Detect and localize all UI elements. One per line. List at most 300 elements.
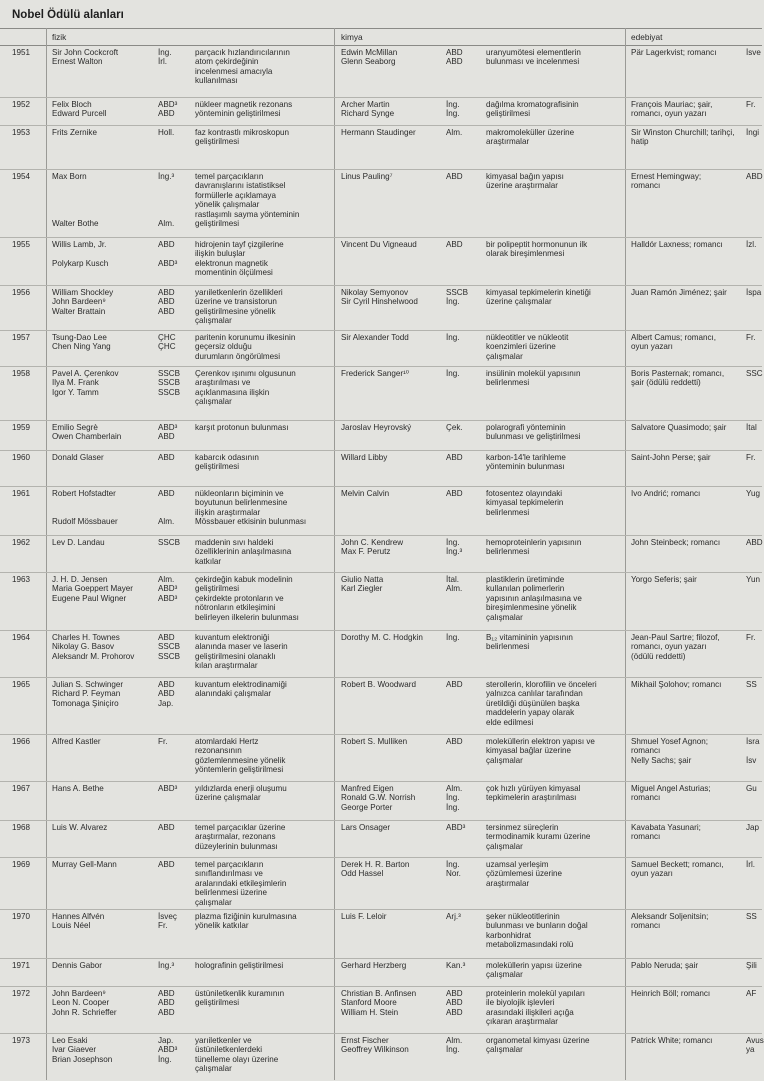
- year-cell: [12, 575, 30, 584]
- cell-line: oyun yazarı: [631, 342, 673, 352]
- cell-line: çekirdeğin kabuk modelinin: [195, 575, 293, 584]
- cell-line: ÇHC: [158, 342, 176, 352]
- cell-line: insülinin molekül yapısının: [486, 369, 581, 378]
- physics-work: [195, 128, 289, 147]
- cell-line: açıklanmasına ilişkin: [195, 387, 270, 397]
- cell-line: durumların öngörülmesi: [195, 351, 281, 361]
- cell-line: Christian B. Anfinsen: [341, 989, 417, 998]
- chemistry-names: [341, 912, 386, 921]
- chemistry-countries: [446, 860, 461, 879]
- literature-countries: [746, 172, 763, 181]
- chemistry-names: [341, 453, 387, 462]
- chemistry-countries: [446, 989, 463, 1017]
- cell-line: [158, 210, 174, 219]
- physics-work: [195, 172, 299, 228]
- cell-line: SSCB: [158, 378, 181, 388]
- chemistry-countries: [446, 912, 461, 921]
- physics-work: [195, 489, 306, 527]
- cell-line: Polykarp Kusch: [52, 258, 109, 268]
- chemistry-countries: [446, 961, 465, 970]
- year-cell: [12, 369, 30, 378]
- cell-line: Jean-Paul Sartre; filozof,: [631, 633, 720, 642]
- cell-line: Stanford Moore: [341, 998, 397, 1008]
- cell-line: Fr.: [746, 453, 756, 462]
- cell-line: [158, 508, 175, 517]
- cell-line: Alm.: [446, 584, 463, 594]
- cell-line: üretildiği düşünülen başka: [486, 698, 580, 708]
- cell-line: İngi: [746, 128, 760, 137]
- chemistry-countries: [446, 538, 462, 557]
- cell-line: üzerine çalışmalar: [486, 297, 552, 307]
- cell-line: Fr.: [158, 921, 168, 931]
- cell-line: İtal.: [446, 575, 460, 584]
- cell-line: kimyasal bağlar üzerine: [486, 746, 572, 756]
- cell-line: Felix Bloch: [52, 100, 92, 109]
- cell-line: ABD³: [158, 593, 178, 603]
- cell-line: 1960: [12, 453, 31, 462]
- cell-line: Nor.: [446, 869, 461, 879]
- literature-countries: [746, 333, 755, 342]
- cell-line: ABD: [746, 172, 763, 181]
- physics-names: [52, 48, 118, 67]
- cell-line: SS: [746, 680, 757, 689]
- cell-line: çalışmalar: [486, 1045, 523, 1055]
- cell-line: Pär Lagerkvist; romancı: [631, 48, 717, 57]
- literature-names: [631, 489, 700, 498]
- table-row: [0, 820, 762, 857]
- cell-line: ABD: [446, 48, 463, 57]
- cell-line: kuvantum elektroniği: [195, 633, 270, 642]
- cell-line: temel parçacıklar üzerine: [195, 823, 286, 832]
- chemistry-names: [341, 333, 409, 342]
- cell-line: [52, 249, 108, 258]
- physics-countries: [158, 737, 167, 746]
- chemistry-names: [341, 489, 389, 498]
- cell-line: Jaroslav Heyrovský: [341, 423, 412, 432]
- chemistry-names: [341, 823, 390, 832]
- cell-line: Julian S. Schwinger: [52, 680, 124, 689]
- table-row: [0, 169, 762, 236]
- table-row: [0, 781, 762, 820]
- cell-line: polarografi yönteminin: [486, 423, 566, 432]
- table-row: [0, 330, 762, 366]
- cell-line: ABD: [158, 860, 175, 869]
- table-row: [0, 237, 762, 284]
- physics-countries: [158, 172, 174, 228]
- cell-line: dağılma kromatografisinin: [486, 100, 579, 109]
- cell-line: Frits Zernike: [52, 128, 97, 137]
- chemistry-countries: [446, 100, 460, 119]
- cell-line: Max Born: [52, 172, 87, 181]
- cell-line: yönteminin geliştirilmesi: [195, 109, 281, 119]
- physics-countries: [158, 100, 177, 119]
- cell-line: AF: [746, 989, 757, 998]
- cell-line: geliştirilmesi: [195, 137, 240, 147]
- cell-line: John Bardeen⁹: [52, 297, 106, 307]
- cell-line: Pablo Neruda; şair: [631, 961, 699, 970]
- cell-line: Nikolay G. Basov: [52, 642, 115, 652]
- cell-line: Edwin McMillan: [341, 48, 398, 57]
- physics-names: [52, 453, 104, 462]
- cell-line: Arj.³: [446, 912, 461, 921]
- cell-line: 1955: [12, 240, 31, 249]
- cell-line: Leon N. Cooper: [52, 998, 110, 1008]
- cell-line: [52, 508, 118, 517]
- cell-line: Pavel A. Çerenkov: [52, 369, 119, 378]
- physics-work: [195, 680, 287, 699]
- cell-line: üstüniletkenlik kuramının: [195, 989, 285, 998]
- physics-countries: [158, 823, 175, 832]
- cell-line: Richard P. Feyman: [52, 689, 121, 699]
- cell-line: metabolizmasındaki rolü: [486, 940, 574, 950]
- cell-line: İspa: [746, 288, 762, 297]
- cell-line: hidrojenin tayf çizgilerine: [195, 240, 284, 249]
- cell-line: yönelik katkılar: [195, 921, 249, 931]
- cell-line: İng.: [446, 633, 460, 642]
- cell-line: Murray Gell-Mann: [52, 860, 117, 869]
- cell-line: Hannes Alfvén: [52, 912, 105, 921]
- cell-line: SSCB: [158, 538, 181, 547]
- literature-names: [631, 423, 726, 432]
- cell-line: İng.: [158, 48, 172, 57]
- cell-line: üstüniletkenlerdeki: [195, 1045, 263, 1055]
- cell-line: Manfred Eigen: [341, 784, 394, 793]
- physics-names: [52, 989, 117, 1017]
- cell-line: tersinmez süreçlerin: [486, 823, 559, 832]
- chemistry-work: [486, 680, 597, 727]
- cell-line: çalışmalar: [486, 351, 523, 361]
- cell-line: olarak bireşimlenmesi: [486, 249, 565, 259]
- literature-countries: [746, 288, 761, 297]
- chemistry-names: [341, 784, 415, 812]
- cell-line: Ivar Giaever: [52, 1045, 97, 1055]
- cell-line: çalışmalar: [195, 1064, 232, 1074]
- chemistry-countries: [446, 633, 460, 642]
- cell-line: Ilya M. Frank: [52, 378, 99, 388]
- cell-line: karbon-14'le tarihleme: [486, 453, 566, 462]
- physics-work: [195, 1036, 278, 1074]
- cell-line: Gu: [746, 784, 757, 793]
- cell-line: 1951: [12, 48, 31, 57]
- cell-line: geliştirilmesi: [195, 462, 240, 472]
- cell-line: kimyasal tepkimelerin kinetiği: [486, 288, 591, 297]
- cell-line: faz kontrastlı mikroskopun: [195, 128, 290, 137]
- cell-line: Giulio Natta: [341, 575, 384, 584]
- table-row: [0, 909, 762, 958]
- cell-line: ABD³: [158, 1045, 178, 1055]
- chemistry-work: [486, 453, 566, 472]
- cell-line: tünelleme olayı üzerine: [195, 1054, 279, 1064]
- chemistry-work: [486, 784, 580, 803]
- cell-line: 1965: [12, 680, 31, 689]
- cell-line: [52, 498, 118, 507]
- cell-line: Ernest Hemingway;: [631, 172, 702, 181]
- chemistry-names: [341, 989, 416, 1017]
- cell-line: plastiklerin üretiminde: [486, 575, 565, 584]
- cell-line: Avus: [746, 1036, 764, 1045]
- cell-line: Brian Josephson: [52, 1054, 113, 1064]
- cell-line: İsve: [746, 48, 761, 57]
- literature-names: [631, 823, 701, 842]
- cell-line: Geoffrey Wilkinson: [341, 1045, 409, 1055]
- chemistry-work: [486, 172, 564, 191]
- cell-line: romancı: [631, 832, 661, 842]
- physics-work: [195, 48, 290, 86]
- cell-line: Luis F. Leloir: [341, 912, 387, 921]
- chemistry-work: [486, 823, 590, 851]
- chemistry-work: [486, 423, 580, 442]
- cell-line: (ödülü reddetti): [631, 651, 686, 661]
- year-cell: [12, 860, 30, 869]
- chemistry-names: [341, 423, 411, 432]
- physics-work: [195, 333, 295, 361]
- cell-line: Sir Winston Churchill; tarihçi,: [631, 128, 735, 137]
- header-literature: edebiyat: [631, 32, 663, 42]
- physics-names: [52, 538, 105, 547]
- chemistry-countries: [446, 288, 468, 307]
- cell-line: Mössbauer etkisinin bulunması: [195, 517, 307, 527]
- cell-line: [158, 498, 175, 507]
- chemistry-countries: [446, 48, 463, 67]
- literature-names: [631, 128, 734, 147]
- chemistry-names: [341, 737, 407, 746]
- physics-names: [52, 680, 123, 708]
- literature-names: [631, 860, 724, 879]
- cell-line: incelenmesi amacıyla: [195, 66, 273, 76]
- cell-line: İzl.: [746, 240, 757, 249]
- cell-line: Mikhail Şolohov; romancı: [631, 680, 722, 689]
- cell-line: 1966: [12, 737, 31, 746]
- table-row: [0, 285, 762, 330]
- cell-line: Fr.: [746, 100, 756, 109]
- cell-line: Sir Cyril Hinshelwood: [341, 297, 418, 307]
- cell-line: çok hızlı yürüyen kimyasal: [486, 784, 581, 793]
- cell-line: ABD: [446, 240, 463, 249]
- literature-countries: [746, 860, 755, 869]
- cell-line: ABD: [446, 989, 463, 998]
- cell-line: koenzimleri üzerine: [486, 342, 556, 352]
- chemistry-names: [341, 288, 418, 307]
- cell-line: Leo Esaki: [52, 1036, 88, 1045]
- cell-line: Albert Camus; romancı,: [631, 333, 717, 342]
- cell-line: yarıiletkenler ve: [195, 1036, 252, 1045]
- physics-work: [195, 423, 289, 432]
- cell-line: Sir Alexander Todd: [341, 333, 409, 342]
- literature-countries: [746, 453, 755, 462]
- cell-line: Eugene Paul Wigner: [52, 593, 127, 603]
- cell-line: geliştirilmesine yönelik: [195, 306, 276, 316]
- cell-line: moleküllerin yapısı üzerine: [486, 961, 582, 970]
- cell-line: Nelly Sachs; şair: [631, 755, 692, 765]
- cell-line: Aleksandr Soljenitsin;: [631, 912, 709, 921]
- cell-line: davranışlarını istatistiksel: [195, 181, 286, 191]
- literature-countries: [746, 575, 760, 584]
- chemistry-names: [341, 172, 393, 181]
- physics-work: [195, 288, 283, 326]
- cell-line: kimyasal tepkimelerin: [486, 498, 564, 508]
- cell-line: Dorothy M. C. Hodgkin: [341, 633, 423, 642]
- cell-line: Hermann Staudinger: [341, 128, 416, 137]
- cell-line: SSCB: [158, 369, 181, 378]
- literature-countries: [746, 128, 759, 137]
- cell-line: ABD³: [158, 100, 178, 109]
- literature-countries: [746, 823, 759, 832]
- chemistry-work: [486, 333, 568, 361]
- cell-line: İng.: [158, 1054, 172, 1064]
- physics-names: [52, 823, 107, 832]
- cell-line: aralarındaki etkileşimlerin: [195, 878, 287, 888]
- year-cell: [12, 489, 30, 498]
- cell-line: kabarcık odasının: [195, 453, 259, 462]
- cell-line: ile biyolojik işlevleri: [486, 998, 555, 1008]
- physics-names: [52, 172, 98, 228]
- chemistry-work: [486, 912, 588, 950]
- cell-line: 1957: [12, 333, 31, 342]
- physics-work: [195, 369, 296, 407]
- cell-line: çalışmalar: [486, 755, 523, 765]
- cell-line: karşıt protonun bulunması: [195, 423, 289, 432]
- cell-line: Yorgo Seferis; şair: [631, 575, 697, 584]
- physics-work: [195, 961, 283, 970]
- cell-line: ABD³: [446, 823, 466, 832]
- physics-countries: [158, 423, 177, 442]
- cell-line: Charles H. Townes: [52, 633, 120, 642]
- cell-line: [158, 181, 174, 190]
- cell-line: bulunması ve bunların doğal: [486, 921, 588, 931]
- physics-countries: [158, 860, 175, 869]
- cell-line: romancı: [631, 746, 661, 756]
- table-row: [0, 630, 762, 677]
- year-cell: [12, 453, 30, 462]
- literature-countries: [746, 912, 757, 921]
- year-cell: [12, 784, 30, 793]
- cell-line: romancı, oyun yazarı: [631, 642, 707, 652]
- cell-line: [52, 181, 98, 190]
- cell-line: geliştirilmesi: [195, 998, 240, 1008]
- physics-countries: [158, 48, 172, 67]
- cell-line: çalışmalar: [486, 612, 523, 622]
- cell-line: yalnızca canlılar tarafından: [486, 689, 583, 699]
- cell-line: hatip: [631, 137, 649, 147]
- table-row: [0, 125, 762, 168]
- cell-line: atomlardaki Hertz: [195, 737, 259, 746]
- cell-line: ABD: [158, 297, 175, 307]
- cell-line: İng.³: [158, 961, 175, 970]
- cell-line: temel parçacıkların: [195, 860, 264, 869]
- cell-line: George Porter: [341, 802, 393, 812]
- cell-line: Saint-John Perse; şair: [631, 453, 711, 462]
- chemistry-names: [341, 633, 423, 642]
- cell-line: İng.: [446, 793, 460, 803]
- cell-line: parçacık hızlandırıcılarının: [195, 48, 290, 57]
- cell-line: 1971: [12, 961, 31, 970]
- literature-names: [631, 633, 720, 661]
- physics-work: [195, 860, 286, 907]
- chemistry-countries: [446, 823, 465, 832]
- cell-line: İsveç: [158, 912, 177, 921]
- physics-countries: [158, 288, 175, 316]
- chemistry-names: [341, 575, 383, 594]
- cell-line: İng.: [446, 297, 460, 307]
- cell-line: William Shockley: [52, 288, 114, 297]
- year-cell: [12, 823, 30, 832]
- chemistry-work: [486, 633, 573, 652]
- chemistry-names: [341, 100, 394, 119]
- physics-names: [52, 288, 113, 316]
- cell-line: kılan araştırmalar: [195, 661, 258, 671]
- cell-line: Alm.: [446, 1036, 463, 1045]
- cell-line: ABD: [158, 288, 175, 297]
- physics-countries: [158, 538, 180, 547]
- cell-line: 1961: [12, 489, 31, 498]
- cell-line: katkılar: [195, 556, 222, 566]
- cell-line: belirlenmesi: [486, 507, 530, 517]
- physics-work: [195, 453, 259, 472]
- cell-line: çalışmalar: [486, 841, 523, 851]
- cell-line: tepkimelerin araştırılması: [486, 793, 577, 803]
- cell-line: [158, 191, 174, 200]
- cell-line: şeker nükleotitlerinin: [486, 912, 560, 921]
- year-cell: [12, 538, 30, 547]
- chemistry-countries: [446, 369, 460, 378]
- cell-line: B₁₂ vitamininin yapısının: [486, 633, 573, 642]
- chemistry-names: [341, 1036, 409, 1055]
- chemistry-countries: [446, 128, 462, 137]
- cell-line: ABD: [158, 453, 175, 462]
- cell-line: karbonhidrat: [486, 930, 531, 940]
- physics-names: [52, 961, 102, 970]
- physics-countries: [158, 633, 180, 661]
- table-row: [0, 857, 762, 908]
- cell-line: bulunması ve incelenmesi: [486, 57, 580, 67]
- year-cell: [12, 128, 30, 137]
- chemistry-countries: [446, 680, 463, 689]
- cell-line: Fr.: [746, 633, 756, 642]
- cell-line: İng.: [446, 100, 460, 109]
- chemistry-work: [486, 1036, 589, 1055]
- year-cell: [12, 961, 30, 970]
- physics-work: [195, 912, 297, 931]
- cell-line: araştırmalar: [486, 137, 530, 147]
- cell-line: holografinin geliştirilmesi: [195, 961, 284, 970]
- physics-countries: [158, 489, 175, 527]
- cell-line: ABD: [158, 998, 175, 1008]
- chemistry-work: [486, 128, 574, 147]
- literature-countries: [746, 961, 757, 970]
- cell-line: belirleyen ilkelerin bulunması: [195, 612, 299, 622]
- cell-line: SSCB: [158, 642, 181, 652]
- year-cell: [12, 423, 30, 432]
- cell-line: 1952: [12, 100, 31, 109]
- physics-names: [52, 240, 108, 268]
- chemistry-countries: [446, 489, 463, 498]
- cell-line: Karl Ziegler: [341, 584, 383, 594]
- cell-line: Owen Chamberlain: [52, 432, 122, 442]
- literature-names: [631, 333, 716, 352]
- physics-work: [195, 989, 284, 1008]
- cell-line: ABD: [746, 538, 763, 547]
- cell-line: Patrick White; romancı: [631, 1036, 713, 1045]
- cell-line: Halldór Laxness; romancı: [631, 240, 723, 249]
- cell-line: Tsung-Dao Lee: [52, 333, 107, 342]
- cell-line: Robert S. Mulliken: [341, 737, 408, 746]
- year-cell: [12, 680, 30, 689]
- cell-line: belirlenmesi üzerine: [195, 888, 267, 898]
- cell-line: 1962: [12, 538, 31, 547]
- chemistry-countries: [446, 575, 462, 594]
- cell-line: Salvatore Quasimodo; şair: [631, 423, 727, 432]
- cell-line: İrl.: [158, 57, 167, 67]
